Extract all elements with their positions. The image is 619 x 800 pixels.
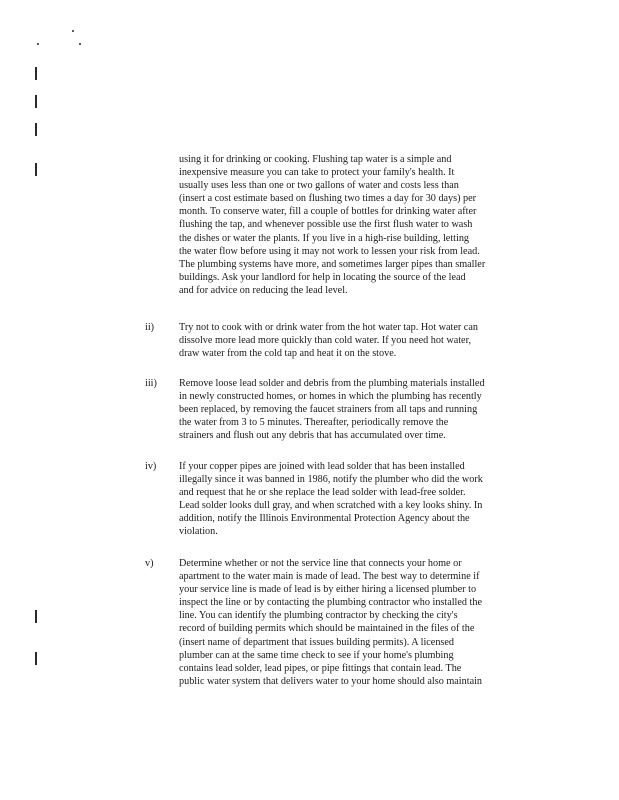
text-line: inspect the line or by contacting the plumbing contractor who installed the — [179, 597, 482, 609]
text-line: record of building permits which should be maintained in the files of the — [179, 623, 475, 635]
revision-bar — [35, 123, 37, 136]
item-paragraph — [179, 321, 519, 360]
revision-bar — [35, 95, 37, 108]
text-line: usually uses less than one or two gallons of water and costs less than — [179, 180, 459, 192]
text-line: violation. — [179, 526, 218, 538]
text-line: Lead solder looks dull gray, and when scratched with a key looks shiny. In — [179, 500, 483, 512]
item-paragraph — [179, 460, 519, 539]
item-paragraph — [179, 557, 519, 688]
revision-bar — [35, 610, 37, 623]
scan-speck — [72, 30, 74, 32]
text-line: month. To conserve water, fill a couple of bottles for drinking water after — [179, 206, 477, 218]
text-line: the dishes or water the plants. If you live in a high-rise building, letting — [179, 232, 470, 244]
scan-speck — [79, 43, 81, 45]
text-line: been replaced, by removing the faucet strainers from all taps and running — [179, 404, 478, 416]
text-line: contains lead solder, lead pipes, or pipe fittings that contain lead. The — [179, 662, 462, 674]
revision-bar — [35, 163, 37, 176]
text-line: buildings. Ask your landlord for help in locating the source of the lead — [179, 271, 466, 283]
text-line: If your copper pipes are joined with lead solder that has been installed — [179, 461, 465, 472]
item-label: ii) — [145, 322, 155, 333]
text-line: the water flow before using it may not work to lessen your risk from lead. — [179, 245, 480, 257]
text-line: flushing the tap, and whenever possible use the first flush water to wash — [179, 219, 473, 231]
scan-speck — [37, 43, 39, 45]
text-line: the water from 3 to 5 minutes. Thereafter, periodically remove the — [179, 417, 449, 429]
text-line: and for advice on reducing the lead level. — [179, 284, 348, 296]
text-line: draw water from the cold tap and heat it on the stove. — [179, 348, 397, 360]
text-line: in newly constructed homes, or homes in which the plumbing has recently — [179, 391, 482, 403]
text-line: and request that he or she replace the lead solder with lead-free solder. — [179, 487, 466, 499]
text-line: Remove loose lead solder and debris from the plumbing materials installed — [179, 378, 485, 389]
text-line: plumber can at the same time check to see if your home's plumbing — [179, 649, 454, 661]
text-line: (insert name of department that issues building permits). A licensed — [179, 636, 455, 648]
intro-paragraph — [179, 153, 519, 297]
text-line: Determine whether or not the service line that connects your home or — [179, 558, 462, 569]
text-line: (insert a cost estimate based on flushing two times a day for 30 days) per — [179, 193, 477, 205]
text-line: strainers and flush out any debris that has accumulated over time. — [179, 430, 446, 442]
item-label: v) — [145, 558, 154, 569]
text-line: illegally since it was banned in 1986, notify the plumber who did the work — [179, 474, 483, 486]
item-label: iii) — [145, 378, 157, 389]
text-line: dissolve more lead more quickly than cold water. If you need hot water, — [179, 335, 472, 347]
text-line: your service line is made of lead is by either hiring a licensed plumber to — [179, 584, 477, 596]
text-line: public water system that delivers water to your home should also maintain — [179, 675, 483, 687]
text-line: using it for drinking or cooking. Flushing tap water is a simple and — [179, 154, 452, 165]
text-line: addition, notify the Illinois Environmental Protection Agency about the — [179, 513, 470, 525]
revision-bar — [35, 652, 37, 665]
text-line: line. You can identify the plumbing contractor by checking the city's — [179, 610, 458, 622]
text-line: The plumbing systems have more, and sometimes larger pipes than smaller — [179, 258, 486, 270]
item-label: iv) — [145, 461, 157, 472]
revision-bar — [35, 67, 37, 80]
text-line: apartment to the water main is made of lead. The best way to determine if — [179, 571, 480, 583]
text-line: Try not to cook with or drink water from the hot water tap. Hot water can — [179, 322, 478, 333]
item-paragraph — [179, 377, 519, 442]
text-line: inexpensive measure you can take to protect your family's health. It — [179, 167, 455, 179]
